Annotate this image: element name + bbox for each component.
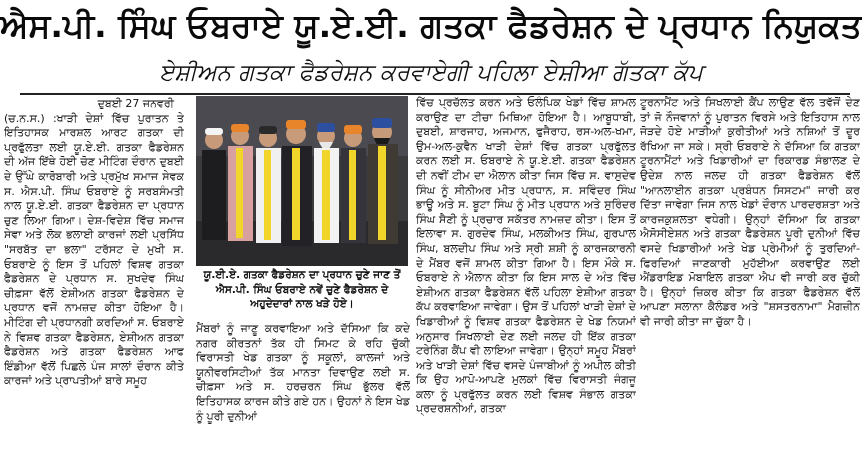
headline: ਐਸ.ਪੀ. ਸਿੰਘ ਓਬਰਾਏ ਯੂ.ਏ.ਈ. ਗਤਕਾ ਫੈਡਰੇਸ਼ਨ ਦੇ ਪ੍ਰਧਾਨ ਨਿਯੁਕਤ <box>0 6 862 45</box>
dateline: ਦੁਬਈ 27 ਜਨਵਰੀ <box>97 97 174 110</box>
article-text-4: ਟੂਰਨਾਮੈਂਟ ਅਤੇ ਸਿਖਲਾਈ ਕੈਂਪ ਲਾਉਣ ਵੱਲ ਤਵੱਜੋਂ ਦੇਣ ਤਾਂ ਜੋ ਨੌਜਵਾਨਾਂ ਨੂੰ ਪੁਰਾਤਨ ਵਿਰਸੇ ਅਤੇ ਇਤਿਹਾਸ ਨਾਲ ਜੋੜਦੇ ਹੋਏ ਮਾੜੀਆਂ ਕੁਰੀਤੀਆਂ ਅਤੇ ਨਸ਼ਿਆਂ ਤੋਂ ਦੂਰ ਰੱਖਿਆ ਜਾ ਸਕੇ। ਸ੍ਰੀ ਓਬਰਾਏ ਨੇ ਦੱਸਿਆ ਕਿ ਗਤਕਾ ਟੂਰਨਾਮੈਂਟਾਂ ਅਤੇ ਖਿਡਾਰੀਆਂ ਦਾ ਰਿਕਾਰਡ ਸੰਭਾਲਣ ਦੇ ਉਦੇਸ਼ ਨਾਲ ਜਲਦ ਹੀ ਗਤਕਾ ਫੈਡਰੇਸ਼ਨ ਵੱਲੋਂ "ਆਨਲਾਈਨ ਗਤਕਾ ਪ੍ਰਬੰਧਨ ਸਿਸਟਮ" ਜਾਰੀ ਕਰ ਦਿੱਤਾ ਜਾਵੇਗਾ ਜਿਸ ਨਾਲ ਖੇਡਾਂ ਦੌਰਾਨ ਪਾਰਦਰਸ਼ਤਾ ਅਤੇ ਕਾਰਜਕੁਸ਼ਲਤਾ ਵਧੇਗੀ। ਉਨ੍ਹਾਂ ਦੱਸਿਆ ਕਿ ਗਤਕਾ ਐਸੋਸੀਏਸ਼ਨ ਅਤੇ ਗਤਕਾ ਫੈਡਰੇਸ਼ਨ ਪੂਰੀ ਦੁਨੀਆਂ ਵਿੱਚ ਵਸਦੇ ਖਿਡਾਰੀਆਂ ਅਤੇ ਖੇਡ ਪ੍ਰੇਮੀਆਂ ਨੂੰ ਤੁਰਦਿਆਂ-ਫਿਰਦਿਆਂ ਜਾਣਕਾਰੀ ਮੁਹੱਈਆ ਕਰਵਾਉਣ ਲਈ ਐਂਡਰਾਇਡ ਮੋਬਾਇਲ ਗਤਕਾ ਐਪ ਵੀ ਜਾਰੀ ਕਰ ਚੁੱਕੀ ਹੈ। ਉਨ੍ਹਾਂ ਜ਼ਿਕਰ ਕੀਤਾ ਕਿ ਗਤਕਾ ਫੈਡਰੇਸ਼ਨ ਵੱਲੋਂ ਆਪਣਾ ਸਲਾਨਾ ਕੈਲੰਡਰ ਅਤੇ "ਸ਼ਸਤਰਨਾਮਾ" ਮੈਗਜ਼ੀਨ ਵੀ ਜਾਰੀ ਕੀਤਾ ਜਾ ਚੁੱਕਾ ਹੈ। <box>640 96 860 328</box>
photo-caption: ਯੂ.ਈ.ਏ. ਗਤਕਾ ਫੈਡਰੇਸ਼ਨ ਦਾ ਪ੍ਰਧਾਨ ਚੁਣੇ ਜਾਣ ਤੋਂ ਐਸ.ਪੀ. ਸਿੰਘ ਓਬਰਾਏ ਨਵੇਂ ਚੁਣੇ ਫੈਡਰੇਸ਼ਨ ਦੇ ਅਹੁਦੇਦਾਰਾਂ ਨਾਲ ਖੜੇ ਹੋਏ। <box>203 269 401 310</box>
article-text-3: ਵਿੱਚ ਪ੍ਰਚੱਲਤ ਕਰਨ ਅਤੇ ਓਲੰਪਿਕ ਖੇਡਾਂ ਵਿੱਚ ਸ਼ਾਮਲ ਕਰਾਉਣ ਦਾ ਟੀਚਾ ਮਿਥਿਆ ਹੋਇਆ ਹੈ। ਆਬੂਧਾਬੀ, ਦੁਬਈ, ਸ਼ਾਰਜਾਹ, ਅਜਮਾਨ, ਫੁਜੈਰਾਹ, ਰਸ-ਅਲ-ਖਮਾ, ਉਮ-ਅਲ-ਕੁਵੈਨ ਖਾੜੀ ਦੇਸ਼ਾਂ ਵਿੱਚ ਗਤਕਾ ਪ੍ਰਫੁੱਲਤ ਕਰਨ ਲਈ ਸ. ਓਬਰਾਏ ਨੇ ਯੂ.ਏ.ਈ. ਗਤਕਾ ਫੈਡਰੇਸ਼ਨ ਦੀ ਨਵੀਂ ਟੀਮ ਦਾ ਐਲਾਨ ਕੀਤਾ ਜਿਸ ਵਿੱਚ ਸ. ਵਾਸੁਦੇਵ ਸਿੰਘ ਨੂੰ ਸੀਨੀਅਰ ਮੀਤ ਪ੍ਰਧਾਨ, ਸ. ਸਵਿੰਦਰ ਸਿੰਘ ਭਾਊ ਅਤੇ ਸ. ਬੂਟਾ ਸਿੰਘ ਨੂੰ ਮੀਤ ਪ੍ਰਧਾਨ ਅਤੇ ਸੁਰਿੰਦਰ ਸਿੰਘ ਸੈਣੀ ਨੂੰ ਪ੍ਰਚਾਰ ਸਕੱਤਰ ਨਾਮਜ਼ਦ ਕੀਤਾ। ਇਸ ਤੋਂ ਇਲਾਵਾ ਸ. ਗੁਰਦੇਵ ਸਿੰਘ, ਮਲਕੀਅਤ ਸਿੰਘ, ਗੁਰਪਾਲ ਸਿੰਘ, ਬਲਦੀਪ ਸਿੰਘ ਅਤੇ ਸ੍ਰੀ ਸ਼ਸ਼ੀ ਨੂੰ ਕਾਰਜਕਾਰਨੀ ਦੇ ਮੈਂਬਰ ਵਜੋਂ ਸ਼ਾਮਲ ਕੀਤਾ ਗਿਆ ਹੈ। ਇਸ ਮੌਕੇ ਸ. ਓਬਰਾਏ ਨੇ ਐਲਾਨ ਕੀਤਾ ਕਿ ਇਸ ਸਾਲ ਦੇ ਅੰਤ ਵਿੱਚ ਏਸ਼ੀਅਨ ਗਤਕਾ ਫੈਡਰੇਸ਼ਨ ਵੱਲੋਂ ਪਹਿਲਾ ਏਸ਼ੀਆ ਗਤਕਾ ਕੱਪ ਕਰਵਾਇਆ ਜਾਵੇਗਾ। ਉਸ ਤੋਂ ਪਹਿਲਾਂ ਖਾੜੀ ਦੇਸ਼ਾਂ ਦੇ ਖਿਡਾਰੀਆਂ ਨੂੰ ਵਿਸ਼ਵ ਗਤਕਾ ਫੈਡਰੇਸ਼ਨ ਦੇ ਖੇਡ ਨਿਯਮਾਂ ਅਨੁਸਾਰ ਸਿਖਲਾਈ ਦੇਣ ਲਈ ਜਲਦ ਹੀ ਇੱਕ ਗਤਕਾ ਟਰੇਨਿੰਗ ਕੈਂਪ ਵੀ ਲਾਇਆ ਜਾਵੇਗਾ। ਉਨ੍ਹਾਂ ਸਮੂਹ ਮੈਂਬਰਾਂ ਅਤੇ ਖਾੜੀ ਦੇਸ਼ਾਂ ਵਿੱਚ ਵਸਦੇ ਪੰਜਾਬੀਆਂ ਨੂੰ ਅਪੀਲ ਕੀਤੀ ਕਿ ਉਹ ਆਪੋ-ਆਪਣੇ ਮੁਲਕਾਂ ਵਿੱਚ ਵਿਰਾਸਤੀ ਜੰਗਜੂ ਕਲਾ ਨੂੰ ਪ੍ਰਫੁੱਲਤ ਕਰਨ ਲਈ ਵਿਸ਼ਵ ਸੰਭਾਲ ਗਤਕਾ ਪ੍ਰਦਰਸ਼ਨੀਆਂ, ਗਤਕਾ <box>416 96 636 416</box>
subheadline: ਏਸ਼ੀਅਨ ਗਤਕਾ ਫੈਡਰੇਸ਼ਨ ਕਰਵਾਏਗੀ ਪਹਿਲਾ ਏਸ਼ੀਆ ਗੱਤਕਾ ਕੱਪ <box>159 60 703 86</box>
article-text-1: (ਚ.ਨ.ਸ.) :ਖਾੜੀ ਦੇਸ਼ਾਂ ਵਿੱਚ ਪੁਰਾਤਨ ਤੇ ਇਤਿਹਾਸਕ ਮਾਰਸ਼ਲ ਆਰਟ ਗਤਕਾ ਦੀ ਪ੍ਰਫੁੱਲਤਾ ਲਈ ਯੂ.ਏ.ਈ. ਗਤਕਾ ਫੈਡਰੇਸ਼ਨ ਦੀ ਅੱਜ ਇੱਥੇ ਹੋਈ ਚੋਣ ਮੀਟਿੰਗ ਦੌਰਾਨ ਦੁਬਈ ਦੇ ਉੱਘੇ ਕਾਰੋਬਾਰੀ ਅਤੇ ਪ੍ਰਮੁੱਖ ਸਮਾਜ ਸੇਵਕ ਸ. ਐਸ.ਪੀ. ਸਿੰਘ ਓਬਰਾਏ ਨੂੰ ਸਰਬਸੰਮਤੀ ਨਾਲ ਯੂ.ਏ.ਈ. ਗਤਕਾ ਫੈਡਰੇਸ਼ਨ ਦਾ ਪ੍ਰਧਾਨ ਚੁਣ ਲਿਆ ਗਿਆ। ਦੇਸ਼-ਵਿਦੇਸ਼ ਵਿੱਚ ਸਮਾਜ ਸੇਵਾ ਅਤੇ ਲੋਕ ਭਲਾਈ ਕਾਰਜਾਂ ਲਈ ਪ੍ਰਸਿੱਧ "ਸਰਬੱਤ ਦਾ ਭਲਾ" ਟਰੱਸਟ ਦੇ ਮੁਖੀ ਸ. ਓਬਰਾਏ ਨੂੰ ਇਸ ਤੋਂ ਪਹਿਲਾਂ ਵਿਸ਼ਵ ਗਤਕਾ ਫੈਡਰੇਸ਼ਨ ਦੇ ਪ੍ਰਧਾਨ ਸ. ਸੁਖਦੇਵ ਸਿੰਘ ਚੀਫ਼ਸਾ ਵੱਲੋਂ ਏਸ਼ੀਅਨ ਗਤਕਾ ਫੈਡਰੇਸ਼ਨ ਦੇ ਪ੍ਰਧਾਨ ਵਜੋਂ ਨਾਮਜ਼ਦ ਕੀਤਾ ਹੋਇਆ ਹੈ। ਮੀਟਿੰਗ ਦੀ ਪ੍ਰਧਾਨਗੀ ਕਰਦਿਆਂ ਸ. ਓਬਰਾਏ ਨੇ ਵਿਸ਼ਵ ਗਤਕਾ ਫੈਡਰੇਸ਼ਨ, ਏਸ਼ੀਅਨ ਗਤਕਾ ਫੈਡਰੇਸ਼ਨ ਅਤੇ ਗਤਕਾ ਫੈਡਰੇਸ਼ਨ ਆਫ ਇੰਡੀਆ ਵੱਲੋਂ ਪਿਛਲੇ ਪੰਜ ਸਾਲਾਂ ਦੌਰਾਨ ਕੀਤੇ ਕਾਰਜਾਂ ਅਤੇ ਪ੍ਰਾਪਤੀਆਂ ਬਾਰੇ ਸਮੂਹ <box>4 111 184 388</box>
article-column-4 <box>640 96 860 473</box>
article-column-2 <box>196 322 410 473</box>
group-photo-illustration <box>196 96 408 266</box>
group-photo <box>196 96 408 266</box>
headline-divider <box>20 93 850 95</box>
article-column-1 <box>4 97 184 473</box>
article-text-2: ਮੈਂਬਰਾਂ ਨੂੰ ਜਾਣੂ ਕਰਵਾਇਆ ਅਤੇ ਦੱਸਿਆ ਕਿ ਕਦੇ ਨਗਰ ਕੀਰਤਨਾਂ ਤੱਕ ਹੀ ਸਿਮਟ ਕੇ ਰਹਿ ਚੁੱਕੀ ਵਿਰਾਸਤੀ ਖੇਡ ਗਤਕਾ ਨੂੰ ਸਕੂਲਾਂ, ਕਾਲਜਾਂ ਅਤੇ ਯੂਨੀਵਰਸਿਟੀਆਂ ਤੱਕ ਮਾਨਤਾ ਦਿਵਾਉਣ ਲਈ ਸ. ਚੀਫ਼ਸਾ ਅਤੇ ਸ. ਹਰਚਰਨ ਸਿੰਘ ਭੁੱਲਰ ਵੱਲੋਂ ਇਤਿਹਾਸਕ ਕਾਰਜ ਕੀਤੇ ਗਏ ਹਨ। ਉਹਨਾਂ ਨੇ ਇਸ ਖੇਡ ਨੂੰ ਪੂਰੀ ਦੁਨੀਆਂ <box>196 322 410 423</box>
article-column-3 <box>416 96 636 473</box>
